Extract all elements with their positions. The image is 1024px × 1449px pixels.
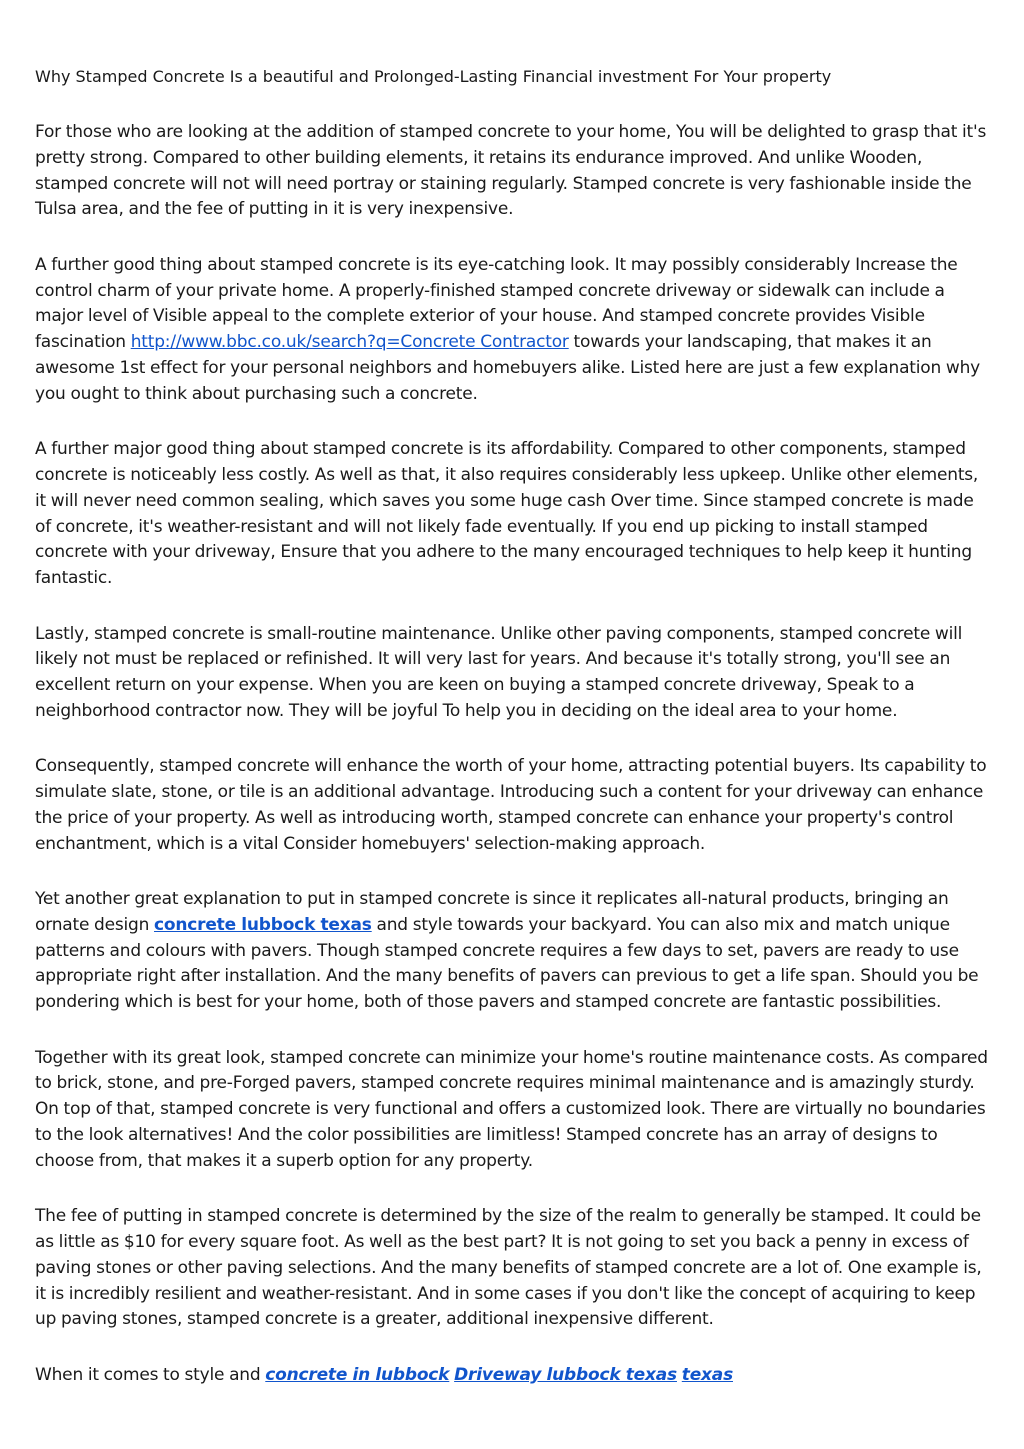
paragraph-6-text-before: Yet another great explanation to put in stamped concrete is since it replicates all-natural products, bringing an ornate design	[35, 889, 949, 935]
driveway-lubbock-texas-link[interactable]: Driveway lubbock texas	[454, 1364, 677, 1385]
paragraph-9-text-before: When it comes to style and	[35, 1364, 266, 1385]
paragraph-2-text-before: A further good thing about stamped concrete is its eye-catching look. It may possibly considerably Increase the control charm of your private home. A properly-finished stamped concrete driveway or sidewalk can include a major level of Visible appeal to the complete exterior of your house. And stamped concrete provides Visible fascination	[35, 254, 958, 353]
paragraph-2-text-after: towards your landscaping, that makes it an awesome 1st effect for your personal neighbors and homebuyers alike. Listed here are just a few explanation why you ought to think about purchasing such a concrete.	[35, 332, 981, 404]
concrete-lubbock-texas-link[interactable]: concrete lubbock texas	[154, 914, 372, 935]
paragraph-9	[35, 1363, 990, 1389]
paragraph-7: Together with its great look, stamped concrete can minimize your home's routine maintenance costs. As compared to brick, stone, and pre-Forged pavers, stamped concrete requires minimal maintenance and is amazingly sturdy. On top of that, stamped concrete is very functional and offers a customized look. There are virtually no boundaries to the look alternatives! And the color possibilities are limitless! Stamped concrete has an array of designs to choose from, that makes it a superb option for any property.	[35, 1047, 988, 1171]
paragraph-2	[35, 253, 990, 408]
paragraph-6-text-after: and style towards your backyard. You can also mix and match unique patterns and colours with pavers. Though stamped concrete requires a few days to set, pavers are ready to use appropriate right after installation. And the many benefits of pavers can previous to get a life span. Should you be pondering which is best for your home, both of those pavers and stamped concrete are fantastic possibilities.	[35, 914, 979, 1013]
paragraph-1: For those who are looking at the addition of stamped concrete to your home, You will be delighted to grasp that it's pretty strong. Compared to other building elements, it retains its endurance improved. And unlike Wooden, stamped concrete will not will need portray or staining regularly. Stamped concrete is very fashionable inside the Tulsa area, and the fee of putting in it is very inexpensive.	[35, 122, 987, 220]
paragraph-5: Consequently, stamped concrete will enhance the worth of your home, attracting potential buyers. Its capability to simulate slate, stone, or tile is an additional advantage. Introducing such a content for your driveway can enhance the price of your property. As well as introducing worth, stamped concrete can enhance your property's control enchantment, which is a vital Consider homebuyers' selection-making approach.	[35, 756, 987, 854]
concrete-in-lubbock-link[interactable]: concrete in lubbock	[265, 1364, 450, 1385]
paragraph-3: A further major good thing about stamped concrete is its affordability. Compared to other components, stamped concrete is noticeably less costly. As well as that, it also requires considerably less upkeep. Unlike other elements, it will never need common sealing, which saves you some huge cash Over time. Since stamped concrete is made of concrete, it's weather-resistant and will not likely fade eventually. If you end up picking to install stamped concrete with your driveway, Ensure that you adhere to the many encouraged techniques to help keep it hunting fantastic.	[35, 439, 979, 589]
document-title: Why Stamped Concrete Is a beautiful and Prolonged-Lasting Financial investment For Your property	[35, 67, 832, 86]
paragraph-6	[35, 887, 990, 1016]
texas-link[interactable]: texas	[681, 1364, 733, 1385]
bbc-search-link[interactable]: http://www.bbc.co.uk/search?q=Concrete Contractor	[130, 332, 569, 353]
paragraph-8: The fee of putting in stamped concrete is determined by the size of the realm to generally be stamped. It could be as little as $10 for every square foot. As well as the best part? It is not going to set you back a penny in excess of paving stones or other paving selections. And the many benefits of stamped concrete are a lot of. One example is, it is incredibly resilient and weather-resistant. And in some cases if you don't like the concept of acquiring to keep up paving stones, stamped concrete is a greater, additional inexpensive different.	[35, 1206, 982, 1330]
paragraph-4: Lastly, stamped concrete is small-routine maintenance. Unlike other paving components, stamped concrete will likely not must be replaced or refinished. It will very last for years. And because it's totally strong, you'll see an excellent return on your expense. When you are keen on buying a stamped concrete driveway, Speak to a neighborhood contractor now. They will be joyful To help you in deciding on the ideal area to your home.	[35, 623, 963, 721]
